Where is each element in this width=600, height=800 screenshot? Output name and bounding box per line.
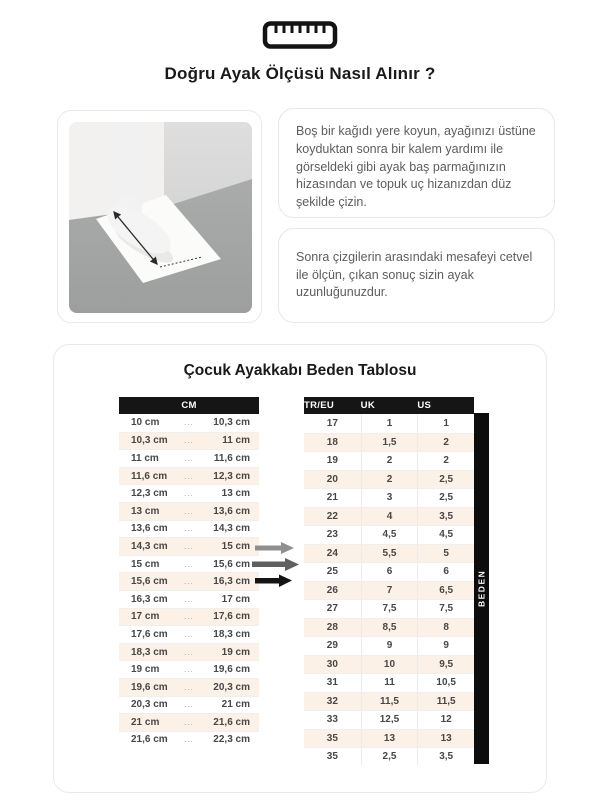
instruction-step-1 <box>278 108 555 218</box>
size-row <box>304 655 474 674</box>
cm-range-row <box>119 696 259 714</box>
instruction-step-2 <box>278 228 555 323</box>
cm-to-value: 21,6 cm <box>213 716 250 728</box>
us-value: 13 <box>417 730 474 748</box>
cm-from-value: 10,3 cm <box>131 435 168 447</box>
us-value: 12 <box>417 711 474 729</box>
instruction-step-1-text: Boş bir kağıdı yere koyun, ayağınızı üstüne koyduktan sonra bir kalem yardımı ile görseldeki gibi ayak baş parmağınızın hizasından ve topuk uç hizanızdan düz şekilde çizin. <box>296 124 536 209</box>
us-value: 2 <box>417 434 474 452</box>
us-value: 2,5 <box>417 471 474 489</box>
size-row <box>304 470 474 489</box>
us-value: 5 <box>417 545 474 563</box>
size-row <box>304 710 474 729</box>
cm-from-value: 20,3 cm <box>131 699 168 711</box>
cm-range-row <box>119 608 259 626</box>
beden-side-label: BEDEN <box>474 413 489 764</box>
size-row <box>304 673 474 692</box>
cm-range-row <box>119 625 259 643</box>
tr-eu-value: 33 <box>326 714 338 726</box>
cm-from-value: 15,6 cm <box>131 576 168 588</box>
cm-range-row <box>119 590 259 608</box>
cm-from-value: 11 cm <box>131 452 159 464</box>
range-separator: ... <box>184 506 194 516</box>
size-chart-body <box>304 414 474 766</box>
uk-value: 5,5 <box>361 545 418 563</box>
tr-eu-value: 18 <box>326 436 338 448</box>
tr-eu-value: 23 <box>326 529 338 541</box>
us-value: 11,5 <box>417 693 474 711</box>
cm-range-row <box>119 520 259 538</box>
range-separator: ... <box>184 700 194 710</box>
cm-to-value: 22,3 cm <box>213 734 250 746</box>
range-separator: ... <box>184 629 194 639</box>
cm-range-row <box>119 660 259 678</box>
tr-eu-value: 30 <box>326 658 338 670</box>
cm-from-value: 13,6 cm <box>131 523 168 535</box>
range-separator: ... <box>184 489 194 499</box>
us-value: 3,5 <box>417 508 474 526</box>
ruler-icon <box>0 20 600 55</box>
tr-eu-value: 20 <box>326 473 338 485</box>
range-separator: ... <box>184 665 194 675</box>
size-row <box>304 692 474 711</box>
uk-value: 2 <box>361 471 418 489</box>
range-separator: ... <box>184 577 194 587</box>
range-separator: ... <box>184 682 194 692</box>
cm-table <box>119 397 259 748</box>
tr-eu-value: 22 <box>326 510 338 522</box>
tr-eu-value: 26 <box>326 584 338 596</box>
cm-to-value: 20,3 cm <box>213 681 250 693</box>
cm-from-value: 19 cm <box>131 664 160 676</box>
range-separator: ... <box>184 453 194 463</box>
cm-from-value: 19,6 cm <box>131 681 168 693</box>
uk-value: 12,5 <box>361 711 418 729</box>
range-separator: ... <box>184 594 194 604</box>
uk-value: 7 <box>361 582 418 600</box>
cm-range-row <box>119 678 259 696</box>
size-chart-table <box>304 397 474 766</box>
range-separator: ... <box>184 612 194 622</box>
cm-range-row <box>119 555 259 573</box>
foot-measurement-photo <box>57 110 262 323</box>
cm-to-value: 11 cm <box>222 435 250 447</box>
size-row <box>304 729 474 748</box>
cm-to-value: 17 cm <box>221 593 250 605</box>
cm-to-value: 19,6 cm <box>213 664 250 676</box>
size-row <box>304 562 474 581</box>
us-value: 7,5 <box>417 600 474 618</box>
cm-to-value: 18,3 cm <box>213 628 250 640</box>
range-separator: ... <box>184 647 194 657</box>
tr-eu-value: 17 <box>326 417 338 429</box>
cm-range-row <box>119 414 259 432</box>
uk-value: 1,5 <box>361 434 418 452</box>
range-separator: ... <box>184 524 194 534</box>
tr-eu-value: 24 <box>326 547 338 559</box>
cm-from-value: 17 cm <box>131 611 160 623</box>
size-row <box>304 599 474 618</box>
cm-to-value: 15,6 cm <box>213 558 250 570</box>
cm-range-row <box>119 467 259 485</box>
cm-to-value: 13 cm <box>221 488 250 500</box>
range-separator: ... <box>184 418 194 428</box>
us-value: 4,5 <box>417 526 474 544</box>
us-value: 6,5 <box>417 582 474 600</box>
us-value: 1 <box>417 414 474 433</box>
cm-from-value: 21 cm <box>131 716 160 728</box>
cm-from-value: 11,6 cm <box>131 470 168 482</box>
size-row <box>304 525 474 544</box>
tr-eu-value: 28 <box>326 621 338 633</box>
header-tr-eu: TR/EU <box>304 400 334 411</box>
uk-value: 9 <box>361 637 418 655</box>
size-row <box>304 414 474 433</box>
cm-from-value: 10 cm <box>131 417 160 429</box>
header-uk: UK <box>360 400 375 411</box>
uk-value: 1 <box>361 414 418 433</box>
cm-from-value: 17,6 cm <box>131 628 168 640</box>
cm-range-row <box>119 643 259 661</box>
size-row <box>304 488 474 507</box>
tr-eu-value: 25 <box>326 566 338 578</box>
uk-value: 6 <box>361 563 418 581</box>
size-row <box>304 544 474 563</box>
size-row <box>304 507 474 526</box>
range-separator: ... <box>184 471 194 481</box>
size-row <box>304 636 474 655</box>
uk-value: 2,5 <box>361 748 418 766</box>
size-table-title: Çocuk Ayakkabı Beden Tablosu <box>183 362 417 379</box>
cm-from-value: 16,3 cm <box>131 593 168 605</box>
cm-to-value: 13,6 cm <box>213 505 250 517</box>
size-row <box>304 581 474 600</box>
range-separator: ... <box>184 735 194 745</box>
uk-value: 3 <box>361 489 418 507</box>
cm-to-value: 17,6 cm <box>213 611 250 623</box>
cm-to-value: 14,3 cm <box>213 523 250 535</box>
tr-eu-value: 31 <box>326 677 338 689</box>
header-us: US <box>417 400 432 411</box>
tr-eu-value: 29 <box>326 640 338 652</box>
uk-value: 7,5 <box>361 600 418 618</box>
cm-to-value: 21 cm <box>221 699 250 711</box>
tr-eu-value: 35 <box>326 732 338 744</box>
uk-value: 4,5 <box>361 526 418 544</box>
uk-value: 11,5 <box>361 693 418 711</box>
size-chart-header <box>304 397 474 414</box>
size-row <box>304 451 474 470</box>
cm-to-value: 12,3 cm <box>213 470 250 482</box>
size-row <box>304 618 474 637</box>
us-value: 2,5 <box>417 489 474 507</box>
cm-range-row <box>119 449 259 467</box>
cm-range-row <box>119 502 259 520</box>
mapping-arrows-icon <box>252 541 302 594</box>
range-separator: ... <box>184 436 194 446</box>
cm-range-row <box>119 572 259 590</box>
cm-from-value: 18,3 cm <box>131 646 168 658</box>
cm-to-value: 19 cm <box>221 646 250 658</box>
us-value: 8 <box>417 619 474 637</box>
uk-value: 13 <box>361 730 418 748</box>
cm-from-value: 15 cm <box>131 558 160 570</box>
uk-value: 2 <box>361 452 418 470</box>
size-row <box>304 433 474 452</box>
range-separator: ... <box>184 717 194 727</box>
cm-range-row <box>119 731 259 749</box>
cm-from-value: 13 cm <box>131 505 160 517</box>
us-value: 10,5 <box>417 674 474 692</box>
cm-range-row <box>119 537 259 555</box>
uk-value: 4 <box>361 508 418 526</box>
cm-from-value: 12,3 cm <box>131 488 168 500</box>
size-row <box>304 747 474 766</box>
cm-to-value: 16,3 cm <box>213 576 250 588</box>
us-value: 3,5 <box>417 748 474 766</box>
cm-table-body <box>119 414 259 748</box>
range-separator: ... <box>184 541 194 551</box>
cm-range-row <box>119 713 259 731</box>
range-separator: ... <box>184 559 194 569</box>
tr-eu-value: 21 <box>326 492 338 504</box>
uk-value: 11 <box>361 674 418 692</box>
tr-eu-value: 27 <box>326 603 338 615</box>
tr-eu-value: 19 <box>326 455 338 467</box>
cm-to-value: 11,6 cm <box>213 452 250 464</box>
uk-value: 8,5 <box>361 619 418 637</box>
tr-eu-value: 32 <box>326 695 338 707</box>
cm-range-row <box>119 484 259 502</box>
us-value: 9 <box>417 637 474 655</box>
uk-value: 10 <box>361 656 418 674</box>
cm-from-value: 21,6 cm <box>131 734 168 746</box>
instruction-step-2-text: Sonra çizgilerin arasındaki mesafeyi cetvel ile ölçün, çıkan sonuç sizin ayak uzunluğunuzdur. <box>296 249 533 300</box>
cm-to-value: 15 cm <box>221 540 250 552</box>
cm-to-value: 10,3 cm <box>213 417 250 429</box>
us-value: 2 <box>417 452 474 470</box>
cm-table-header: CM <box>119 397 259 414</box>
size-table-card <box>53 344 547 793</box>
page-title: Doğru Ayak Ölçüsü Nasıl Alınır ? <box>164 64 436 83</box>
cm-from-value: 14,3 cm <box>131 540 168 552</box>
us-value: 6 <box>417 563 474 581</box>
us-value: 9,5 <box>417 656 474 674</box>
cm-range-row <box>119 432 259 450</box>
tr-eu-value: 35 <box>326 751 338 763</box>
